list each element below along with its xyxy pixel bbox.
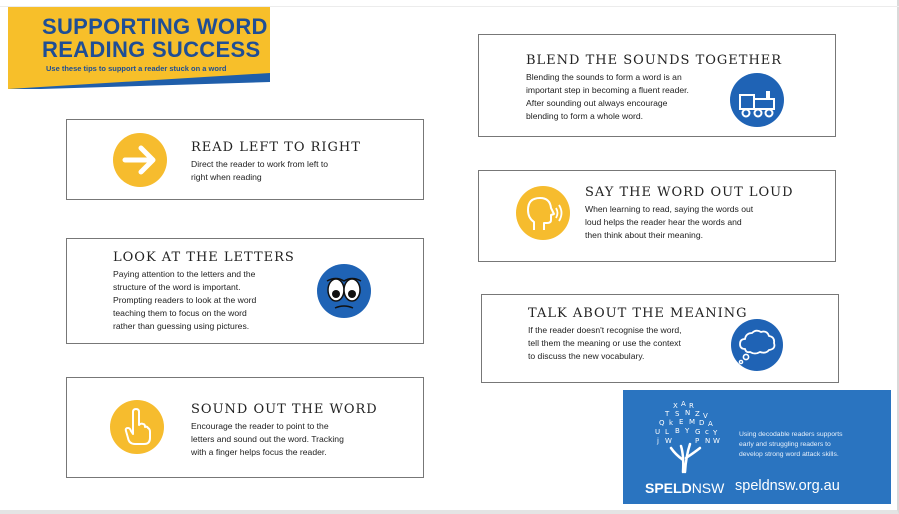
svg-text:N: N — [705, 437, 711, 445]
svg-text:Z: Z — [695, 410, 700, 418]
svg-text:D: D — [699, 419, 705, 427]
tip-title: LOOK AT THE LETTERS — [113, 250, 295, 265]
svg-text:T: T — [665, 410, 670, 418]
page-subtitle: Use these tips to support a reader stuck on a word — [46, 64, 227, 73]
tip-card-read-left — [66, 119, 424, 200]
tip-card-say-loud — [478, 170, 836, 262]
thought-bubble-icon — [731, 319, 783, 371]
svg-text:M: M — [689, 418, 696, 426]
tip-text: Paying attention to the letters and the structure of the word is important. Prompting readers to look at the word teaching them to focus on the word rather than guessing using pictures. — [113, 269, 257, 331]
tip-title: BLEND THE SOUNDS TOGETHER — [526, 53, 783, 68]
speld-logo: SPELDNSW — [645, 480, 725, 496]
tip-card-sound-out — [66, 377, 424, 478]
svg-text:j: j — [657, 437, 659, 445]
tip-card-meaning — [481, 294, 839, 383]
svg-text:k: k — [669, 419, 674, 427]
website-link[interactable]: speldnsw.org.au — [735, 478, 840, 494]
speaking-head-icon — [516, 186, 570, 240]
letter-tree-icon — [643, 398, 727, 479]
svg-text:A: A — [708, 420, 713, 428]
tip-text: If the reader doesn't recognise the word, tell them the meaning or use the context to discuss the new vocabulary. — [528, 325, 682, 361]
tip-title: SOUND OUT THE WORD — [191, 402, 378, 417]
tip-card-look-letters — [66, 238, 424, 344]
speld-panel — [623, 390, 891, 504]
svg-text:Y: Y — [713, 429, 718, 437]
pointing-finger-icon — [110, 400, 164, 454]
svg-text:E: E — [679, 418, 684, 426]
banner-stripe-white — [8, 82, 270, 89]
train-icon — [730, 73, 784, 127]
decodable-readers-note: Using decodable readers supports early and struggling readers to develop strong word attack skills. — [739, 431, 843, 458]
tip-text: Blending the sounds to form a word is an important step in becoming a fluent reader. After sounding out always encourage blending to form a whole word. — [526, 72, 689, 121]
svg-text:G: G — [695, 428, 701, 436]
tip-text: Direct the reader to work from left to right when reading — [191, 159, 329, 182]
title-line-2: READING SUCCESS — [42, 37, 261, 62]
svg-text:N: N — [685, 409, 691, 417]
svg-text:c: c — [705, 428, 709, 436]
svg-text:P: P — [695, 437, 700, 445]
svg-text:S: S — [675, 410, 680, 418]
svg-text:Q: Q — [659, 419, 665, 427]
svg-text:A: A — [681, 400, 686, 408]
svg-text:W: W — [665, 437, 672, 445]
eyes-face-icon — [317, 264, 371, 318]
tip-text: Encourage the reader to point to the letters and sound out the word. Tracking with a finger helps focus the reader. — [191, 421, 344, 457]
tip-text: When learning to read, saying the words out loud helps the reader hear the words and then think about their meaning. — [585, 204, 754, 240]
svg-text:L: L — [665, 428, 669, 436]
tip-title: SAY THE WORD OUT LOUD — [585, 185, 794, 200]
page-title — [42, 15, 268, 61]
tip-card-blend — [478, 34, 836, 137]
svg-text:W: W — [713, 437, 720, 445]
svg-text:B: B — [675, 427, 680, 435]
header-banner — [8, 7, 270, 89]
tip-title: READ LEFT TO RIGHT — [191, 140, 361, 155]
tip-title: TALK ABOUT THE MEANING — [528, 306, 748, 321]
svg-text:Y: Y — [685, 427, 690, 435]
svg-text:R: R — [689, 402, 694, 410]
svg-text:X: X — [673, 402, 678, 410]
svg-text:U: U — [655, 428, 661, 436]
arrow-right-icon — [113, 133, 167, 187]
svg-text:V: V — [703, 412, 708, 420]
title-line-1: SUPPORTING WORD — [42, 14, 268, 39]
